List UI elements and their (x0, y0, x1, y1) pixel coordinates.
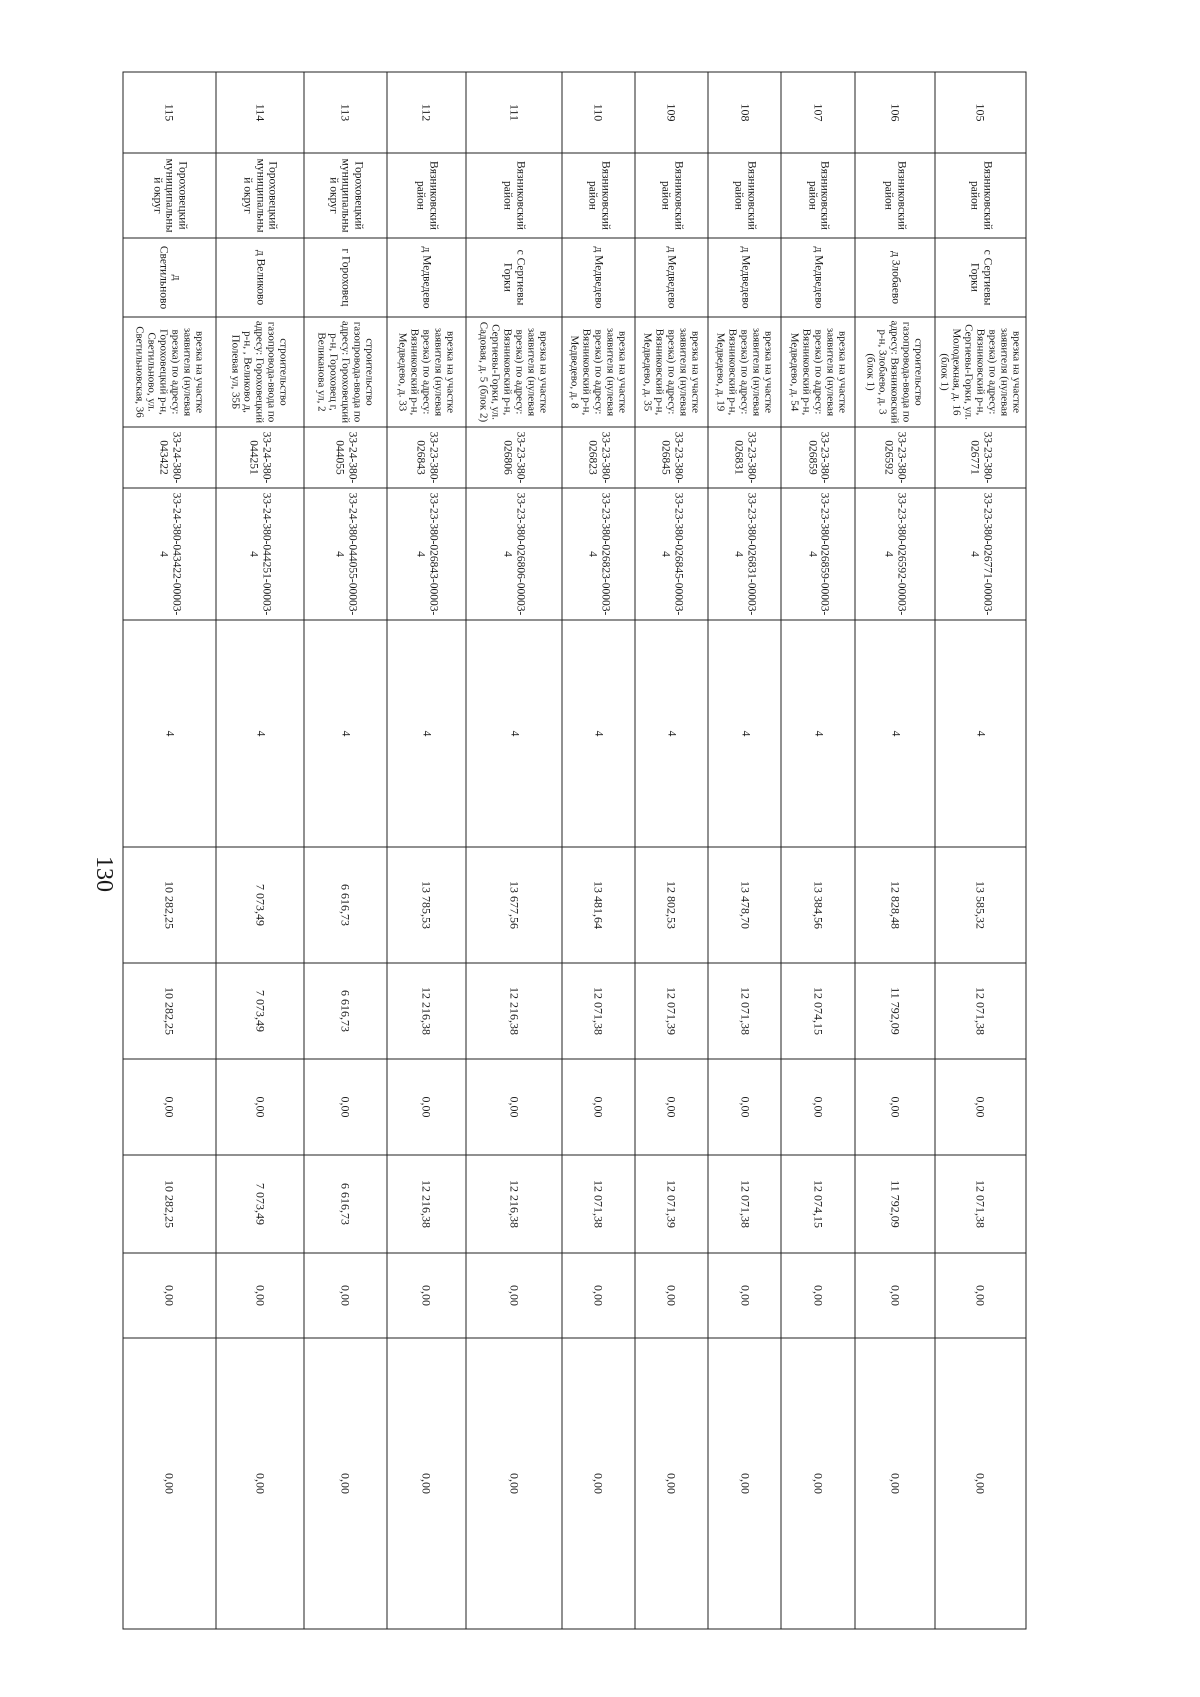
category-cell: 4 (303, 620, 387, 847)
full-code-cell: 33-23-380-026845-00003-4 (635, 488, 708, 620)
full-code-cell: 33-23-380-026806-00003-4 (465, 488, 561, 620)
value-cell-6: 0,00 (935, 1338, 1026, 1629)
value-cell-6: 0,00 (854, 1338, 934, 1629)
value-cell-5: 0,00 (387, 1253, 465, 1338)
category-cell: 4 (708, 620, 781, 847)
value-cell-2: 12 071,38 (561, 963, 634, 1059)
value-cell-4: 12 071,38 (935, 1155, 1026, 1253)
value-cell-4: 6 616,73 (303, 1155, 387, 1253)
district-cell: Вязниковский район (561, 153, 634, 238)
full-code-cell: 33-23-380-026831-00003-4 (708, 488, 781, 620)
district-cell: Вязниковский район (935, 153, 1026, 238)
value-cell-5: 0,00 (561, 1253, 634, 1338)
value-cell-6: 0,00 (635, 1338, 708, 1629)
value-cell-1: 13 677,56 (465, 847, 561, 963)
row-number-cell: 105 (935, 72, 1026, 153)
value-cell-1: 10 282,25 (123, 847, 216, 963)
value-cell-5: 0,00 (854, 1253, 934, 1338)
value-cell-1: 12 828,48 (854, 847, 934, 963)
value-cell-2: 6 616,73 (303, 963, 387, 1059)
value-cell-6: 0,00 (781, 1338, 854, 1629)
locality-cell: с Сергиевы Горки (465, 238, 561, 317)
value-cell-6: 0,00 (465, 1338, 561, 1629)
description-cell: врезка на участке заявителя (нулевая врезка) по адресу: Вязниковский р-н, Сергиевы-Горки, ул. Молодежная, д. 16 (блок 1) (935, 317, 1026, 427)
value-cell-1: 13 384,56 (781, 847, 854, 963)
value-cell-2: 12 216,38 (465, 963, 561, 1059)
locality-cell: д Медведево (781, 238, 854, 317)
value-cell-1: 12 802,53 (635, 847, 708, 963)
locality-cell: д Медведево (561, 238, 634, 317)
value-cell-5: 0,00 (708, 1253, 781, 1338)
table-row (561, 72, 634, 1629)
row-number-cell: 111 (465, 72, 561, 153)
full-code-cell: 33-23-380-026859-00003-4 (781, 488, 854, 620)
value-cell-2: 12 216,38 (387, 963, 465, 1059)
row-number-cell: 108 (708, 72, 781, 153)
row-number-cell: 115 (123, 72, 216, 153)
value-cell-4: 12 074,15 (781, 1155, 854, 1253)
value-cell-5: 0,00 (123, 1253, 216, 1338)
data-table (122, 71, 1026, 1629)
value-cell-4: 12 071,39 (635, 1155, 708, 1253)
value-cell-1: 13 785,53 (387, 847, 465, 963)
row-number-cell: 110 (561, 72, 634, 153)
value-cell-6: 0,00 (708, 1338, 781, 1629)
page-number: 130 (91, 856, 117, 892)
value-cell-3: 0,00 (387, 1059, 465, 1155)
value-cell-3: 0,00 (935, 1059, 1026, 1155)
district-cell: Гороховецкий муниципальный округ (216, 153, 304, 238)
value-cell-6: 0,00 (387, 1338, 465, 1629)
value-cell-6: 0,00 (123, 1338, 216, 1629)
full-code-cell: 33-24-380-044251-00003-4 (216, 488, 304, 620)
table-row (854, 72, 934, 1629)
full-code-cell: 33-23-380-026823-00003-4 (561, 488, 634, 620)
row-number-cell: 113 (303, 72, 387, 153)
code-cell: 33-23-380-026831 (708, 427, 781, 488)
row-number-cell: 114 (216, 72, 304, 153)
value-cell-4: 12 071,38 (561, 1155, 634, 1253)
value-cell-5: 0,00 (303, 1253, 387, 1338)
value-cell-5: 0,00 (781, 1253, 854, 1338)
description-cell: строительство газопровода-ввода по адресу: Гороховецкий р-н, , Великово д, Полевая ул, 35Б (216, 317, 304, 427)
value-cell-3: 0,00 (708, 1059, 781, 1155)
category-cell: 4 (465, 620, 561, 847)
district-cell: Вязниковский район (781, 153, 854, 238)
locality-cell: д Медведево (635, 238, 708, 317)
value-cell-2: 11 792,09 (854, 963, 934, 1059)
value-cell-4: 12 071,38 (708, 1155, 781, 1253)
category-cell: 4 (781, 620, 854, 847)
code-cell: 33-23-380-026592 (854, 427, 934, 488)
value-cell-3: 0,00 (123, 1059, 216, 1155)
description-cell: врезка на участке заявителя (нулевая врезка) по адресу: Вязниковский р-н, Медведево, д. 35 (635, 317, 708, 427)
full-code-cell: 33-23-380-026843-00003-4 (387, 488, 465, 620)
district-cell: Гороховецкий муниципальный округ (303, 153, 387, 238)
category-cell: 4 (635, 620, 708, 847)
code-cell: 33-24-380-043422 (123, 427, 216, 488)
category-cell: 4 (123, 620, 216, 847)
rotated-table-container (122, 71, 1026, 1628)
value-cell-2: 10 282,25 (123, 963, 216, 1059)
value-cell-4: 12 216,38 (387, 1155, 465, 1253)
value-cell-3: 0,00 (303, 1059, 387, 1155)
value-cell-5: 0,00 (935, 1253, 1026, 1338)
value-cell-3: 0,00 (854, 1059, 934, 1155)
description-cell: врезка на участке заявителя (нулевая врезка) по адресу: Вязниковский р-н, Медведево, д. 19 (708, 317, 781, 427)
table-row (781, 72, 854, 1629)
row-number-cell: 112 (387, 72, 465, 153)
value-cell-2: 12 071,38 (708, 963, 781, 1059)
code-cell: 33-23-380-026845 (635, 427, 708, 488)
category-cell: 4 (854, 620, 934, 847)
code-cell: 33-23-380-026859 (781, 427, 854, 488)
locality-cell: с Сергиевы Горки (935, 238, 1026, 317)
value-cell-3: 0,00 (561, 1059, 634, 1155)
locality-cell: д Великово (216, 238, 304, 317)
code-cell: 33-23-380-026806 (465, 427, 561, 488)
value-cell-2: 12 071,38 (935, 963, 1026, 1059)
value-cell-1: 13 481,64 (561, 847, 634, 963)
value-cell-2: 7 073,49 (216, 963, 304, 1059)
district-cell: Вязниковский район (708, 153, 781, 238)
value-cell-6: 0,00 (216, 1338, 304, 1629)
value-cell-5: 0,00 (465, 1253, 561, 1338)
district-cell: Вязниковский район (387, 153, 465, 238)
description-cell: врезка на участке заявителя (нулевая врезка) по адресу: Вязниковский р-н, Медведево, д. 33 (387, 317, 465, 427)
value-cell-2: 12 074,15 (781, 963, 854, 1059)
district-cell: Вязниковский район (854, 153, 934, 238)
category-cell: 4 (387, 620, 465, 847)
value-cell-5: 0,00 (216, 1253, 304, 1338)
row-number-cell: 109 (635, 72, 708, 153)
code-cell: 33-23-380-026771 (935, 427, 1026, 488)
row-number-cell: 107 (781, 72, 854, 153)
value-cell-3: 0,00 (781, 1059, 854, 1155)
description-cell: врезка на участке заявителя (нулевая врезка) по адресу: Вязниковский р-н, Медведево, д. 8 (561, 317, 634, 427)
code-cell: 33-23-380-026843 (387, 427, 465, 488)
locality-cell: д Злобаево (854, 238, 934, 317)
description-cell: врезка на участке заявителя (нулевая врезка) по адресу: Вязниковский р-н, Сергиевы-Горки, ул. Садовая, д. 5 (блок 2) (465, 317, 561, 427)
value-cell-6: 0,00 (303, 1338, 387, 1629)
value-cell-3: 0,00 (465, 1059, 561, 1155)
value-cell-5: 0,00 (635, 1253, 708, 1338)
full-code-cell: 33-23-380-026771-00003-4 (935, 488, 1026, 620)
value-cell-3: 0,00 (635, 1059, 708, 1155)
value-cell-1: 7 073,49 (216, 847, 304, 963)
value-cell-4: 7 073,49 (216, 1155, 304, 1253)
table-row (708, 72, 781, 1629)
full-code-cell: 33-24-380-043422-00003-4 (123, 488, 216, 620)
description-cell: строительство газопровода-ввода по адресу: Гороховецкий р-н, Гороховец г, Великанова ул, 2 (303, 317, 387, 427)
table-row (387, 72, 465, 1629)
value-cell-4: 12 216,38 (465, 1155, 561, 1253)
full-code-cell: 33-23-380-026592-00003-4 (854, 488, 934, 620)
district-cell: Вязниковский район (465, 153, 561, 238)
value-cell-4: 10 282,25 (123, 1155, 216, 1253)
table-row (123, 72, 216, 1629)
value-cell-3: 0,00 (216, 1059, 304, 1155)
description-cell: врезка на участке заявителя (нулевая врезка) по адресу: Гороховецкий р-н, Светильново, ул. Светильновская, 36 (123, 317, 216, 427)
row-number-cell: 106 (854, 72, 934, 153)
category-cell: 4 (216, 620, 304, 847)
description-cell: строительство газопровода-ввода по адресу: Вязниковский р-н, Злобаево, д. 3 (блок 1) (854, 317, 934, 427)
code-cell: 33-23-380-026823 (561, 427, 634, 488)
table-row (935, 72, 1026, 1629)
table-row (465, 72, 561, 1629)
value-cell-2: 12 071,39 (635, 963, 708, 1059)
value-cell-6: 0,00 (561, 1338, 634, 1629)
locality-cell: г Гороховец (303, 238, 387, 317)
locality-cell: д Светильново (123, 238, 216, 317)
code-cell: 33-24-380-044251 (216, 427, 304, 488)
code-cell: 33-24-380-044055 (303, 427, 387, 488)
description-cell: врезка на участке заявителя (нулевая врезка) по адресу: Вязниковский р-н, Медведево, д. 54 (781, 317, 854, 427)
locality-cell: д Медведево (708, 238, 781, 317)
locality-cell: д Медведево (387, 238, 465, 317)
category-cell: 4 (935, 620, 1026, 847)
table-row (216, 72, 304, 1629)
value-cell-1: 13 585,32 (935, 847, 1026, 963)
value-cell-4: 11 792,09 (854, 1155, 934, 1253)
value-cell-1: 13 478,70 (708, 847, 781, 963)
district-cell: Вязниковский район (635, 153, 708, 238)
category-cell: 4 (561, 620, 634, 847)
value-cell-1: 6 616,73 (303, 847, 387, 963)
table-row (303, 72, 387, 1629)
full-code-cell: 33-24-380-044055-00003-4 (303, 488, 387, 620)
table-row (635, 72, 708, 1629)
district-cell: Гороховецкий муниципальный округ (123, 153, 216, 238)
